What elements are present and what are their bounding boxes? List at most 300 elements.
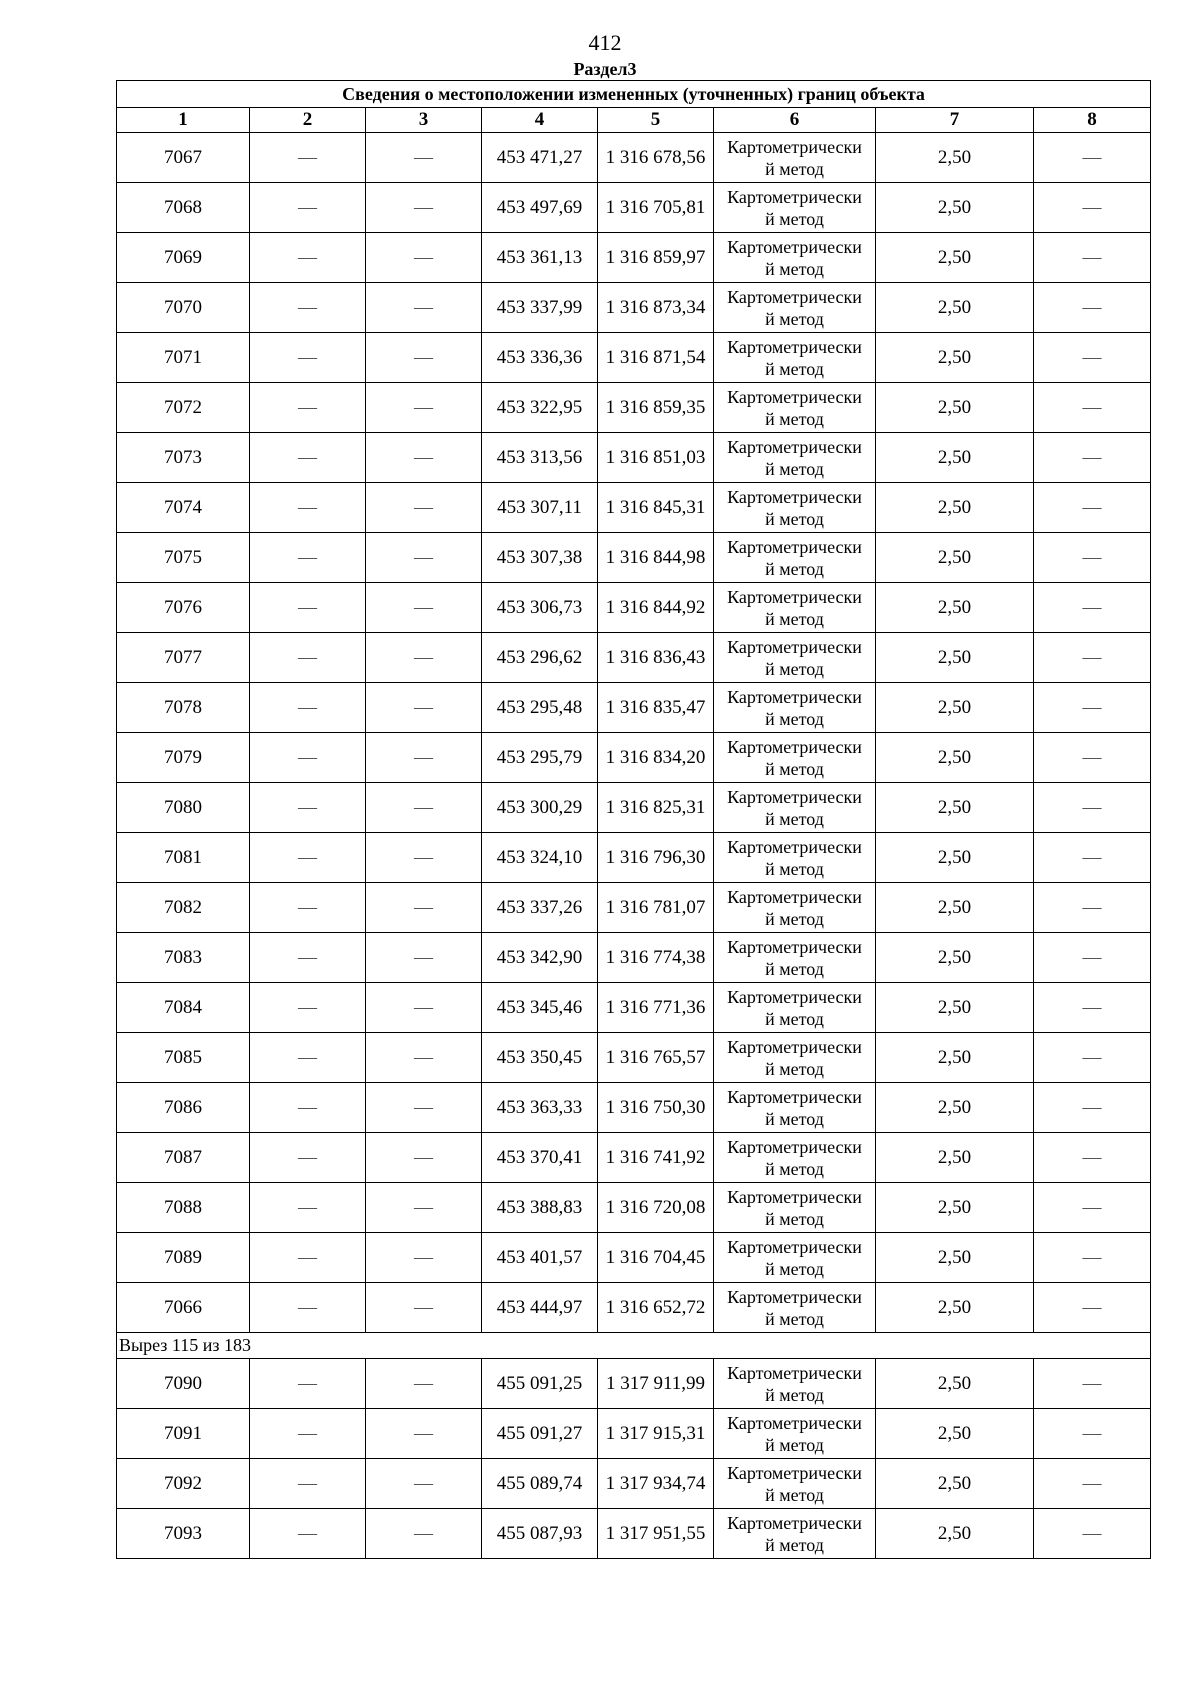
table-row xyxy=(117,733,1151,783)
point-number-cell: 7072 xyxy=(117,383,250,433)
method-cell xyxy=(714,683,876,733)
method-line-2: й метод xyxy=(765,208,824,229)
column-number-header: 6 xyxy=(714,108,876,133)
column-3-cell: — xyxy=(366,133,482,183)
column-3-cell: — xyxy=(366,533,482,583)
method-line-1: Картометрически xyxy=(727,636,862,657)
column-8-cell: — xyxy=(1034,133,1151,183)
method-line-2: й метод xyxy=(765,1108,824,1129)
method-line-2: й метод xyxy=(765,1158,824,1179)
method-cell xyxy=(714,1359,876,1409)
method-cell xyxy=(714,1283,876,1333)
column-2-cell: — xyxy=(250,1409,366,1459)
method-line-2: й метод xyxy=(765,258,824,279)
method-line-1: Картометрически xyxy=(727,1236,862,1257)
table-row xyxy=(117,383,1151,433)
precision-cell: 2,50 xyxy=(876,1509,1034,1559)
point-number-cell: 7070 xyxy=(117,283,250,333)
column-2-cell: — xyxy=(250,1183,366,1233)
x-coordinate-cell: 455 089,74 xyxy=(482,1459,598,1509)
column-2-cell: — xyxy=(250,1083,366,1133)
method-cell xyxy=(714,133,876,183)
method-cell xyxy=(714,883,876,933)
y-coordinate-cell: 1 317 934,74 xyxy=(598,1459,714,1509)
method-line-1: Картометрически xyxy=(727,436,862,457)
point-number-cell: 7069 xyxy=(117,233,250,283)
column-8-cell: — xyxy=(1034,983,1151,1033)
column-2-cell: — xyxy=(250,483,366,533)
y-coordinate-cell: 1 316 796,30 xyxy=(598,833,714,883)
column-8-cell: — xyxy=(1034,1509,1151,1559)
point-number-cell: 7066 xyxy=(117,1283,250,1333)
column-8-cell: — xyxy=(1034,1359,1151,1409)
y-coordinate-cell: 1 316 851,03 xyxy=(598,433,714,483)
column-number-header: 3 xyxy=(366,108,482,133)
column-8-cell: — xyxy=(1034,1283,1151,1333)
y-coordinate-cell: 1 316 844,92 xyxy=(598,583,714,633)
column-3-cell: — xyxy=(366,1283,482,1333)
y-coordinate-cell: 1 316 741,92 xyxy=(598,1133,714,1183)
precision-cell: 2,50 xyxy=(876,1409,1034,1459)
method-cell xyxy=(714,1233,876,1283)
method-line-1: Картометрически xyxy=(727,686,862,707)
column-8-cell: — xyxy=(1034,583,1151,633)
method-line-1: Картометрически xyxy=(727,336,862,357)
method-cell xyxy=(714,983,876,1033)
method-line-1: Картометрически xyxy=(727,1136,862,1157)
x-coordinate-cell: 453 296,62 xyxy=(482,633,598,683)
precision-cell: 2,50 xyxy=(876,533,1034,583)
column-2-cell: — xyxy=(250,933,366,983)
method-line-2: й метод xyxy=(765,608,824,629)
y-coordinate-cell: 1 316 705,81 xyxy=(598,183,714,233)
table-row xyxy=(117,1083,1151,1133)
method-line-2: й метод xyxy=(765,708,824,729)
table-row xyxy=(117,1359,1151,1409)
column-2-cell: — xyxy=(250,1459,366,1509)
column-8-cell: — xyxy=(1034,183,1151,233)
column-2-cell: — xyxy=(250,233,366,283)
method-line-2: й метод xyxy=(765,458,824,479)
column-number-header: 1 xyxy=(117,108,250,133)
column-3-cell: — xyxy=(366,1359,482,1409)
column-2-cell: — xyxy=(250,133,366,183)
table-row xyxy=(117,483,1151,533)
precision-cell: 2,50 xyxy=(876,183,1034,233)
x-coordinate-cell: 455 091,27 xyxy=(482,1409,598,1459)
column-3-cell: — xyxy=(366,1409,482,1459)
method-line-2: й метод xyxy=(765,1208,824,1229)
table-row xyxy=(117,1133,1151,1183)
precision-cell: 2,50 xyxy=(876,233,1034,283)
x-coordinate-cell: 453 388,83 xyxy=(482,1183,598,1233)
column-8-cell: — xyxy=(1034,1233,1151,1283)
column-2-cell: — xyxy=(250,1509,366,1559)
method-line-2: й метод xyxy=(765,1484,824,1505)
precision-cell: 2,50 xyxy=(876,683,1034,733)
y-coordinate-cell: 1 316 774,38 xyxy=(598,933,714,983)
column-8-cell: — xyxy=(1034,383,1151,433)
table-row xyxy=(117,783,1151,833)
method-line-1: Картометрически xyxy=(727,236,862,257)
method-line-1: Картометрически xyxy=(727,1286,862,1307)
y-coordinate-cell: 1 316 652,72 xyxy=(598,1283,714,1333)
column-3-cell: — xyxy=(366,933,482,983)
point-number-cell: 7090 xyxy=(117,1359,250,1409)
column-8-cell: — xyxy=(1034,1133,1151,1183)
method-line-1: Картометрически xyxy=(727,386,862,407)
column-2-cell: — xyxy=(250,1133,366,1183)
point-number-cell: 7075 xyxy=(117,533,250,583)
point-number-cell: 7077 xyxy=(117,633,250,683)
table-caption: Сведения о местоположении измененных (уточненных) границ объекта xyxy=(117,81,1151,108)
method-line-2: й метод xyxy=(765,958,824,979)
table-row xyxy=(117,283,1151,333)
method-line-1: Картометрически xyxy=(727,1186,862,1207)
column-3-cell: — xyxy=(366,283,482,333)
y-coordinate-cell: 1 316 765,57 xyxy=(598,1033,714,1083)
precision-cell: 2,50 xyxy=(876,933,1034,983)
x-coordinate-cell: 453 307,38 xyxy=(482,533,598,583)
method-line-1: Картометрически xyxy=(727,986,862,1007)
point-number-cell: 7082 xyxy=(117,883,250,933)
column-3-cell: — xyxy=(366,633,482,683)
method-line-1: Картометрически xyxy=(727,186,862,207)
x-coordinate-cell: 453 306,73 xyxy=(482,583,598,633)
column-2-cell: — xyxy=(250,683,366,733)
x-coordinate-cell: 453 471,27 xyxy=(482,133,598,183)
table-row xyxy=(117,583,1151,633)
y-coordinate-cell: 1 316 871,54 xyxy=(598,333,714,383)
y-coordinate-cell: 1 317 951,55 xyxy=(598,1509,714,1559)
column-2-cell: — xyxy=(250,1033,366,1083)
y-coordinate-cell: 1 316 704,45 xyxy=(598,1233,714,1283)
method-line-1: Картометрически xyxy=(727,786,862,807)
column-3-cell: — xyxy=(366,583,482,633)
y-coordinate-cell: 1 316 835,47 xyxy=(598,683,714,733)
x-coordinate-cell: 453 295,79 xyxy=(482,733,598,783)
point-number-cell: 7088 xyxy=(117,1183,250,1233)
precision-cell: 2,50 xyxy=(876,1033,1034,1083)
column-3-cell: — xyxy=(366,383,482,433)
point-number-cell: 7080 xyxy=(117,783,250,833)
column-2-cell: — xyxy=(250,333,366,383)
column-3-cell: — xyxy=(366,833,482,883)
point-number-cell: 7073 xyxy=(117,433,250,483)
method-line-2: й метод xyxy=(765,558,824,579)
column-3-cell: — xyxy=(366,1083,482,1133)
method-line-2: й метод xyxy=(765,1008,824,1029)
page-number: 412 xyxy=(588,30,622,55)
y-coordinate-cell: 1 316 825,31 xyxy=(598,783,714,833)
method-line-1: Картометрически xyxy=(727,136,862,157)
column-8-cell: — xyxy=(1034,1033,1151,1083)
x-coordinate-cell: 453 361,13 xyxy=(482,233,598,283)
x-coordinate-cell: 453 295,48 xyxy=(482,683,598,733)
column-3-cell: — xyxy=(366,1509,482,1559)
column-3-cell: — xyxy=(366,883,482,933)
point-number-cell: 7083 xyxy=(117,933,250,983)
method-cell xyxy=(714,1459,876,1509)
column-8-cell: — xyxy=(1034,483,1151,533)
x-coordinate-cell: 455 091,25 xyxy=(482,1359,598,1409)
y-coordinate-cell: 1 317 911,99 xyxy=(598,1359,714,1409)
method-line-2: й метод xyxy=(765,1384,824,1405)
x-coordinate-cell: 453 337,99 xyxy=(482,283,598,333)
table-row xyxy=(117,1409,1151,1459)
table-row xyxy=(117,883,1151,933)
column-8-cell: — xyxy=(1034,433,1151,483)
method-cell xyxy=(714,783,876,833)
column-2-cell: — xyxy=(250,183,366,233)
table-row xyxy=(117,1233,1151,1283)
precision-cell: 2,50 xyxy=(876,383,1034,433)
method-line-2: й метод xyxy=(765,158,824,179)
x-coordinate-cell: 453 363,33 xyxy=(482,1083,598,1133)
column-2-cell: — xyxy=(250,733,366,783)
y-coordinate-cell: 1 317 915,31 xyxy=(598,1409,714,1459)
method-line-1: Картометрически xyxy=(727,286,862,307)
column-number-header: 8 xyxy=(1034,108,1151,133)
precision-cell: 2,50 xyxy=(876,1233,1034,1283)
precision-cell: 2,50 xyxy=(876,733,1034,783)
method-cell xyxy=(714,233,876,283)
precision-cell: 2,50 xyxy=(876,133,1034,183)
method-cell xyxy=(714,583,876,633)
column-2-cell: — xyxy=(250,283,366,333)
table-row xyxy=(117,1509,1151,1559)
point-number-cell: 7076 xyxy=(117,583,250,633)
column-8-cell: — xyxy=(1034,783,1151,833)
method-line-1: Картометрически xyxy=(727,1362,862,1383)
precision-cell: 2,50 xyxy=(876,433,1034,483)
point-number-cell: 7074 xyxy=(117,483,250,533)
method-cell xyxy=(714,1509,876,1559)
method-line-2: й метод xyxy=(765,1534,824,1555)
y-coordinate-cell: 1 316 771,36 xyxy=(598,983,714,1033)
method-cell xyxy=(714,433,876,483)
y-coordinate-cell: 1 316 720,08 xyxy=(598,1183,714,1233)
method-line-2: й метод xyxy=(765,358,824,379)
column-8-cell: — xyxy=(1034,1183,1151,1233)
x-coordinate-cell: 453 336,36 xyxy=(482,333,598,383)
column-8-cell: — xyxy=(1034,733,1151,783)
section-title: Раздел3 xyxy=(573,59,637,79)
point-number-cell: 7085 xyxy=(117,1033,250,1083)
precision-cell: 2,50 xyxy=(876,1183,1034,1233)
method-cell xyxy=(714,533,876,583)
column-8-cell: — xyxy=(1034,683,1151,733)
column-3-cell: — xyxy=(366,333,482,383)
table-row xyxy=(117,1459,1151,1509)
group-label: Вырез 115 из 183 xyxy=(117,1333,1151,1359)
method-line-2: й метод xyxy=(765,1308,824,1329)
table-row xyxy=(117,1183,1151,1233)
precision-cell: 2,50 xyxy=(876,1133,1034,1183)
y-coordinate-cell: 1 316 844,98 xyxy=(598,533,714,583)
x-coordinate-cell: 453 444,97 xyxy=(482,1283,598,1333)
y-coordinate-cell: 1 316 859,97 xyxy=(598,233,714,283)
point-number-cell: 7078 xyxy=(117,683,250,733)
y-coordinate-cell: 1 316 781,07 xyxy=(598,883,714,933)
table-row xyxy=(117,1283,1151,1333)
method-line-2: й метод xyxy=(765,1434,824,1455)
column-number-header: 2 xyxy=(250,108,366,133)
method-cell xyxy=(714,1409,876,1459)
y-coordinate-cell: 1 316 859,35 xyxy=(598,383,714,433)
method-line-1: Картометрически xyxy=(727,936,862,957)
method-line-2: й метод xyxy=(765,658,824,679)
point-number-cell: 7086 xyxy=(117,1083,250,1133)
column-2-cell: — xyxy=(250,383,366,433)
method-cell xyxy=(714,933,876,983)
column-3-cell: — xyxy=(366,783,482,833)
column-2-cell: — xyxy=(250,633,366,683)
method-line-2: й метод xyxy=(765,908,824,929)
method-line-2: й метод xyxy=(765,308,824,329)
column-8-cell: — xyxy=(1034,333,1151,383)
column-3-cell: — xyxy=(366,483,482,533)
x-coordinate-cell: 453 300,29 xyxy=(482,783,598,833)
x-coordinate-cell: 453 313,56 xyxy=(482,433,598,483)
column-2-cell: — xyxy=(250,1283,366,1333)
point-number-cell: 7067 xyxy=(117,133,250,183)
column-3-cell: — xyxy=(366,1233,482,1283)
method-line-2: й метод xyxy=(765,758,824,779)
column-2-cell: — xyxy=(250,1233,366,1283)
method-cell xyxy=(714,1033,876,1083)
point-number-cell: 7081 xyxy=(117,833,250,883)
precision-cell: 2,50 xyxy=(876,1459,1034,1509)
method-cell xyxy=(714,1083,876,1133)
table-row xyxy=(117,533,1151,583)
column-8-cell: — xyxy=(1034,833,1151,883)
method-line-1: Картометрически xyxy=(727,1512,862,1533)
method-line-2: й метод xyxy=(765,1058,824,1079)
column-8-cell: — xyxy=(1034,283,1151,333)
column-8-cell: — xyxy=(1034,633,1151,683)
column-8-cell: — xyxy=(1034,233,1151,283)
column-number-header: 5 xyxy=(598,108,714,133)
precision-cell: 2,50 xyxy=(876,583,1034,633)
y-coordinate-cell: 1 316 834,20 xyxy=(598,733,714,783)
column-number-header: 7 xyxy=(876,108,1034,133)
x-coordinate-cell: 455 087,93 xyxy=(482,1509,598,1559)
point-number-cell: 7091 xyxy=(117,1409,250,1459)
x-coordinate-cell: 453 324,10 xyxy=(482,833,598,883)
column-2-cell: — xyxy=(250,1359,366,1409)
column-3-cell: — xyxy=(366,1459,482,1509)
x-coordinate-cell: 453 401,57 xyxy=(482,1233,598,1283)
precision-cell: 2,50 xyxy=(876,633,1034,683)
x-coordinate-cell: 453 337,26 xyxy=(482,883,598,933)
column-3-cell: — xyxy=(366,983,482,1033)
column-3-cell: — xyxy=(366,433,482,483)
method-cell xyxy=(714,1133,876,1183)
precision-cell: 2,50 xyxy=(876,1359,1034,1409)
x-coordinate-cell: 453 350,45 xyxy=(482,1033,598,1083)
method-cell xyxy=(714,633,876,683)
table-row xyxy=(117,433,1151,483)
precision-cell: 2,50 xyxy=(876,983,1034,1033)
column-3-cell: — xyxy=(366,733,482,783)
column-3-cell: — xyxy=(366,1183,482,1233)
precision-cell: 2,50 xyxy=(876,1283,1034,1333)
coordinates-table xyxy=(116,80,1151,1559)
method-line-1: Картометрически xyxy=(727,1462,862,1483)
method-cell xyxy=(714,333,876,383)
column-8-cell: — xyxy=(1034,533,1151,583)
y-coordinate-cell: 1 316 873,34 xyxy=(598,283,714,333)
method-cell xyxy=(714,283,876,333)
column-8-cell: — xyxy=(1034,883,1151,933)
column-2-cell: — xyxy=(250,983,366,1033)
precision-cell: 2,50 xyxy=(876,883,1034,933)
table-row xyxy=(117,833,1151,883)
x-coordinate-cell: 453 345,46 xyxy=(482,983,598,1033)
column-3-cell: — xyxy=(366,183,482,233)
precision-cell: 2,50 xyxy=(876,833,1034,883)
table-row xyxy=(117,683,1151,733)
column-3-cell: — xyxy=(366,1133,482,1183)
method-cell xyxy=(714,733,876,783)
x-coordinate-cell: 453 497,69 xyxy=(482,183,598,233)
method-line-1: Картометрически xyxy=(727,486,862,507)
column-8-cell: — xyxy=(1034,933,1151,983)
point-number-cell: 7093 xyxy=(117,1509,250,1559)
table-row xyxy=(117,1033,1151,1083)
method-line-2: й метод xyxy=(765,508,824,529)
x-coordinate-cell: 453 342,90 xyxy=(482,933,598,983)
table-row xyxy=(117,983,1151,1033)
method-line-2: й метод xyxy=(765,1258,824,1279)
method-line-1: Картометрически xyxy=(727,736,862,757)
method-cell xyxy=(714,1183,876,1233)
column-2-cell: — xyxy=(250,883,366,933)
table-row xyxy=(117,233,1151,283)
method-line-2: й метод xyxy=(765,858,824,879)
precision-cell: 2,50 xyxy=(876,483,1034,533)
method-cell xyxy=(714,383,876,433)
table-row xyxy=(117,633,1151,683)
method-line-1: Картометрически xyxy=(727,1036,862,1057)
point-number-cell: 7068 xyxy=(117,183,250,233)
x-coordinate-cell: 453 307,11 xyxy=(482,483,598,533)
column-2-cell: — xyxy=(250,533,366,583)
method-cell xyxy=(714,483,876,533)
precision-cell: 2,50 xyxy=(876,333,1034,383)
point-number-cell: 7092 xyxy=(117,1459,250,1509)
precision-cell: 2,50 xyxy=(876,783,1034,833)
y-coordinate-cell: 1 316 845,31 xyxy=(598,483,714,533)
column-8-cell: — xyxy=(1034,1409,1151,1459)
precision-cell: 2,50 xyxy=(876,283,1034,333)
column-2-cell: — xyxy=(250,783,366,833)
column-3-cell: — xyxy=(366,683,482,733)
method-line-1: Картометрически xyxy=(727,886,862,907)
table-row xyxy=(117,133,1151,183)
point-number-cell: 7079 xyxy=(117,733,250,783)
y-coordinate-cell: 1 316 836,43 xyxy=(598,633,714,683)
column-3-cell: — xyxy=(366,233,482,283)
table-row xyxy=(117,933,1151,983)
method-cell xyxy=(714,833,876,883)
point-number-cell: 7084 xyxy=(117,983,250,1033)
x-coordinate-cell: 453 370,41 xyxy=(482,1133,598,1183)
column-2-cell: — xyxy=(250,433,366,483)
column-3-cell: — xyxy=(366,1033,482,1083)
method-line-1: Картометрически xyxy=(727,1412,862,1433)
